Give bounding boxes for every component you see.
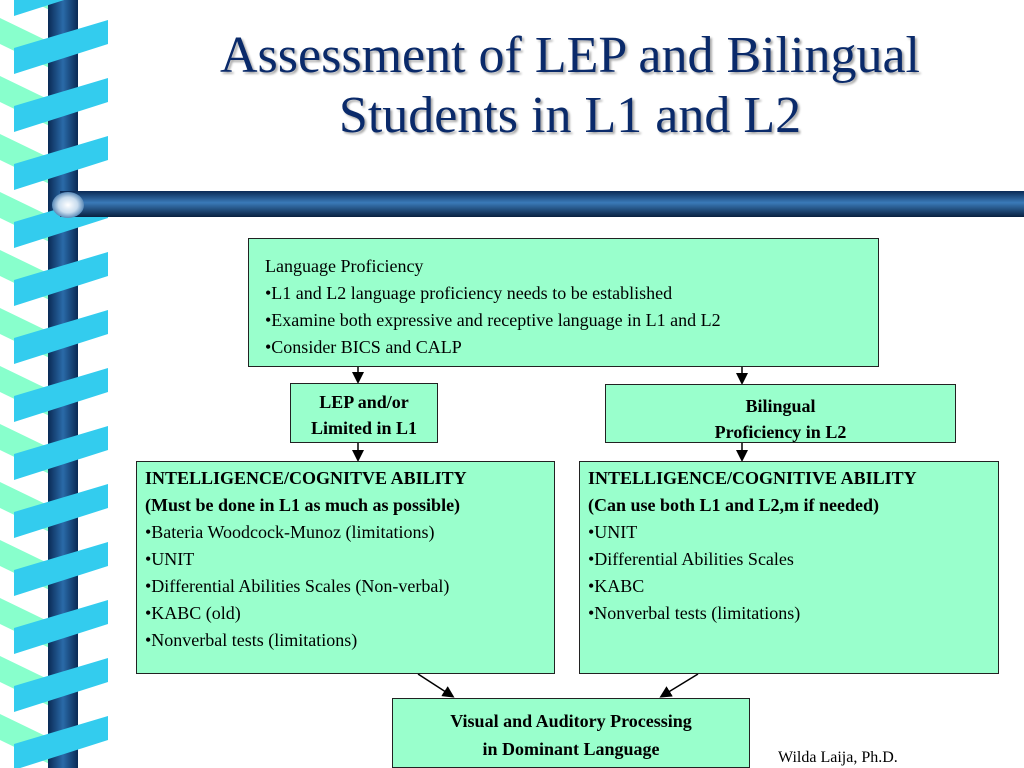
title-line-1: Assessment of LEP and Bilingual (219, 27, 921, 84)
bilingual-box (605, 384, 956, 443)
processing-line-1: Visual and Auditory Processing (450, 711, 692, 731)
slide-title (130, 26, 1010, 146)
ic2-heading: INTELLIGENCE/COGNITIVE ABILITY (588, 468, 917, 488)
ic1-item: •KABC (old) (145, 603, 241, 623)
arrow-left-to-processing (418, 674, 452, 696)
ic2-item: •KABC (588, 576, 645, 596)
processing-line-2: in Dominant Language (482, 739, 660, 759)
bilingual-line-2: Proficiency in L2 (714, 422, 847, 442)
intelligence-lep-box (136, 461, 555, 674)
author-credit: Wilda Laija, Ph.D. (778, 749, 898, 766)
ic1-item: •Bateria Woodcock-Munoz (limitations) (145, 522, 435, 542)
lp-item: •Examine both expressive and receptive language in L1 and L2 (265, 310, 721, 330)
lp-item: •L1 and L2 language proficiency needs to be established (265, 283, 673, 303)
spiral-decoration (0, 0, 115, 768)
title-line-2: Students in L1 and L2 (338, 87, 802, 144)
ic1-heading: INTELLIGENCE/COGNITVE ABILITY (145, 468, 467, 488)
ic2-item: •UNIT (588, 522, 638, 542)
lep-line-2: Limited in L1 (310, 418, 417, 438)
title-divider-bar (40, 188, 1024, 224)
ic2-subheading: (Can use both L1 and L2,m if needed) (588, 495, 880, 515)
language-proficiency-box (248, 238, 879, 367)
ic2-item: •Nonverbal tests (limitations) (588, 603, 801, 623)
bilingual-line-1: Bilingual (745, 396, 816, 416)
arrow-right-to-processing (662, 674, 698, 696)
lep-line-1: LEP and/or (319, 392, 409, 412)
lp-item: •Consider BICS and CALP (265, 337, 462, 357)
ic1-item: •Differential Abilities Scales (Non-verbal) (145, 576, 450, 596)
processing-box (392, 698, 750, 768)
ic1-item: •Nonverbal tests (limitations) (145, 630, 358, 650)
lep-box (290, 383, 438, 443)
ic1-item: •UNIT (145, 549, 195, 569)
intelligence-bilingual-box (579, 461, 999, 674)
lp-heading: Language Proficiency (265, 256, 424, 276)
ic1-subheading: (Must be done in L1 as much as possible) (145, 495, 461, 515)
ic2-item: •Differential Abilities Scales (588, 549, 794, 569)
